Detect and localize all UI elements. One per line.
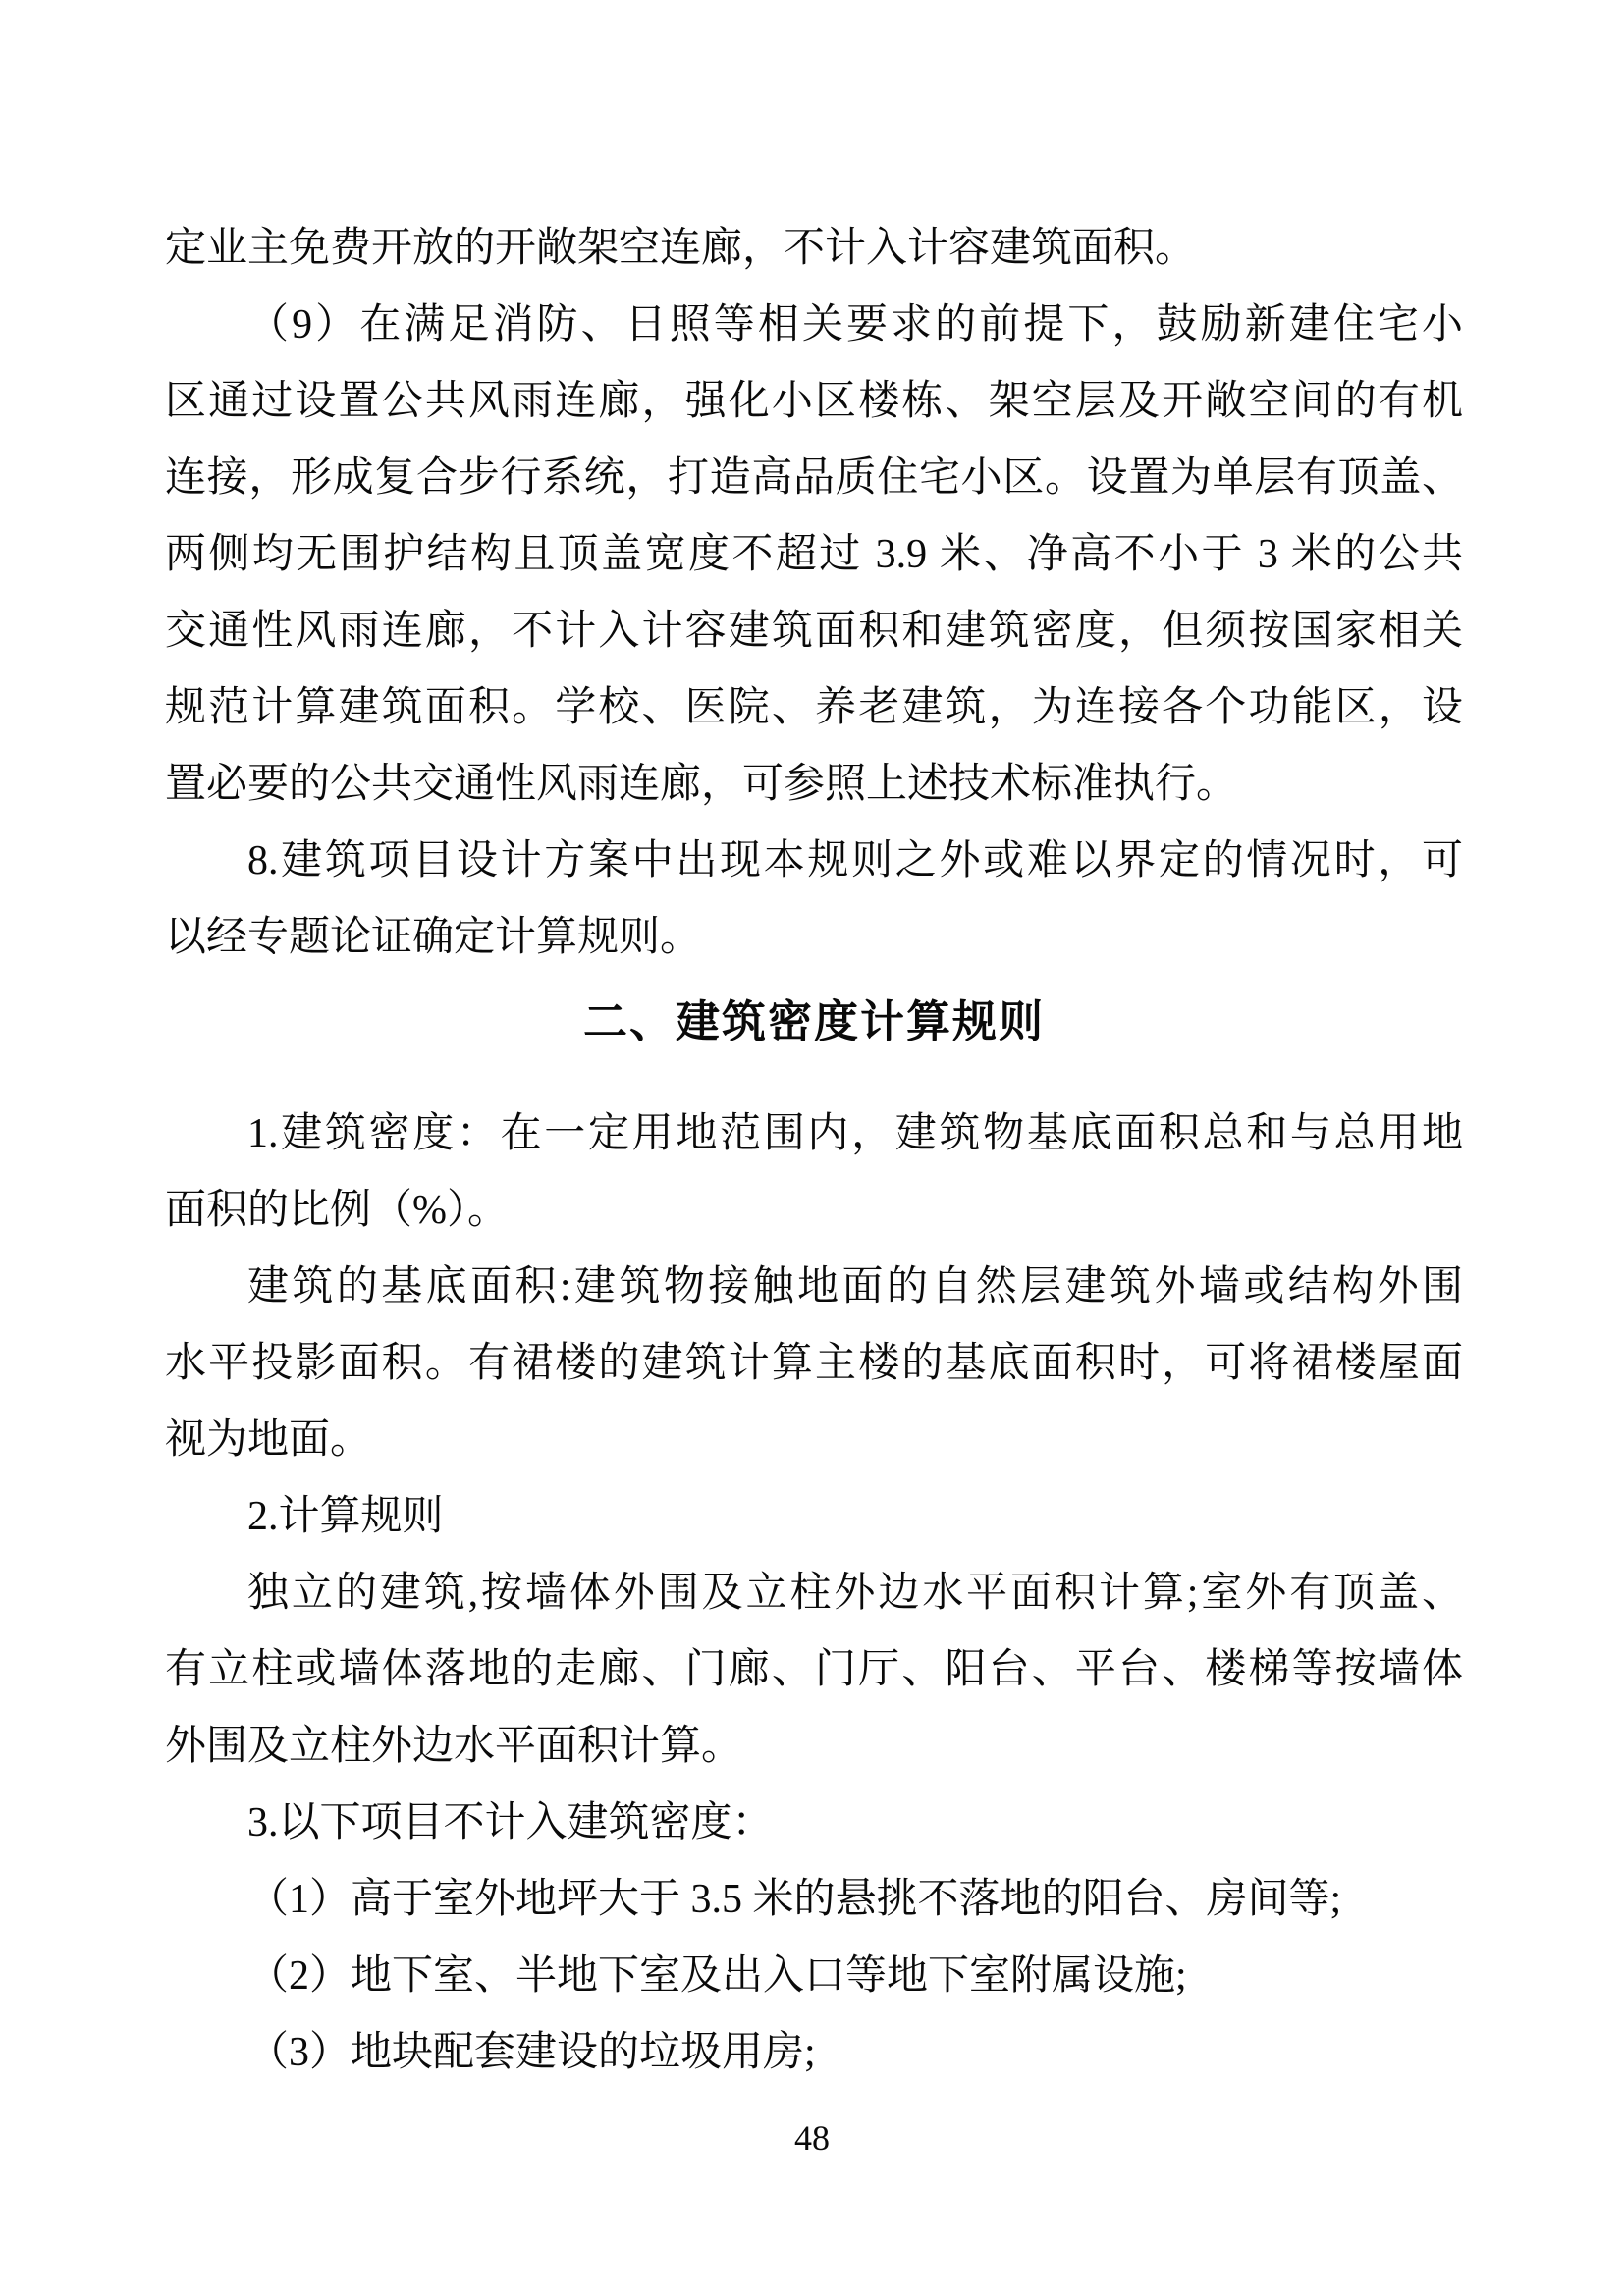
text-line: 区通过设置公共风雨连廊，强化小区楼栋、架空层及开敞空间的有机: [165, 379, 1463, 424]
text-line: （1）高于室外地坪大于 3.5 米的悬挑不落地的阳台、房间等;: [247, 1877, 1342, 1922]
page-number: 48: [794, 2118, 830, 2158]
text-line: 2.计算规则: [247, 1494, 444, 1539]
text-line: 有立柱或墙体落地的走廊、门廊、门厅、阳台、平台、楼梯等按墙体: [165, 1647, 1463, 1692]
text-line: 规范计算建筑面积。学校、医院、养老建筑，为连接各个功能区，设: [165, 685, 1463, 730]
text-line: 外围及立柱外边水平面积计算。: [165, 1724, 743, 1769]
text-line: 独立的建筑,按墙体外围及立柱外边水平面积计算;室外有顶盖、: [247, 1571, 1463, 1616]
text-line: 水平投影面积。有裙楼的建筑计算主楼的基底面积时，可将裙楼屋面: [165, 1341, 1463, 1386]
section-heading: 二、建筑密度计算规则: [582, 996, 1045, 1046]
text-line: 两侧均无围护结构且顶盖宽度不超过 3.9 米、净高不小于 3 米的公共: [165, 532, 1463, 577]
text-line: 面积的比例（%）。: [165, 1188, 509, 1233]
text-line: 连接，形成复合步行系统，打造高品质住宅小区。设置为单层有顶盖、: [165, 455, 1463, 501]
text-line: 置必要的公共交通性风雨连廊，可参照上述技术标准执行。: [165, 762, 1238, 807]
text-line: 交通性风雨连廊，不计入计容建筑面积和建筑密度，但须按国家相关: [165, 609, 1463, 654]
text-line: 3.以下项目不计入建筑密度：: [247, 1800, 774, 1845]
text-line: （2）地下室、半地下室及出入口等地下室附属设施;: [247, 1953, 1187, 1999]
text-line: 8.建筑项目设计方案中出现本规则之外或难以界定的情况时，可: [247, 838, 1463, 883]
text-line: 视为地面。: [165, 1417, 372, 1463]
text-line: （3）地块配套建设的垃圾用房;: [247, 2030, 816, 2075]
text-line: 建筑的基底面积:建筑物接触地面的自然层建筑外墙或结构外围: [247, 1264, 1463, 1309]
text-line: 定业主免费开放的开敞架空连廊，不计入计容建筑面积。: [165, 226, 1197, 271]
text-line: 1.建筑密度：在一定用地范围内，建筑物基底面积总和与总用地: [247, 1111, 1463, 1156]
text-line: （9）在满足消防、日照等相关要求的前提下，鼓励新建住宅小: [247, 302, 1463, 347]
text-line: 以经专题论证确定计算规则。: [165, 915, 702, 960]
